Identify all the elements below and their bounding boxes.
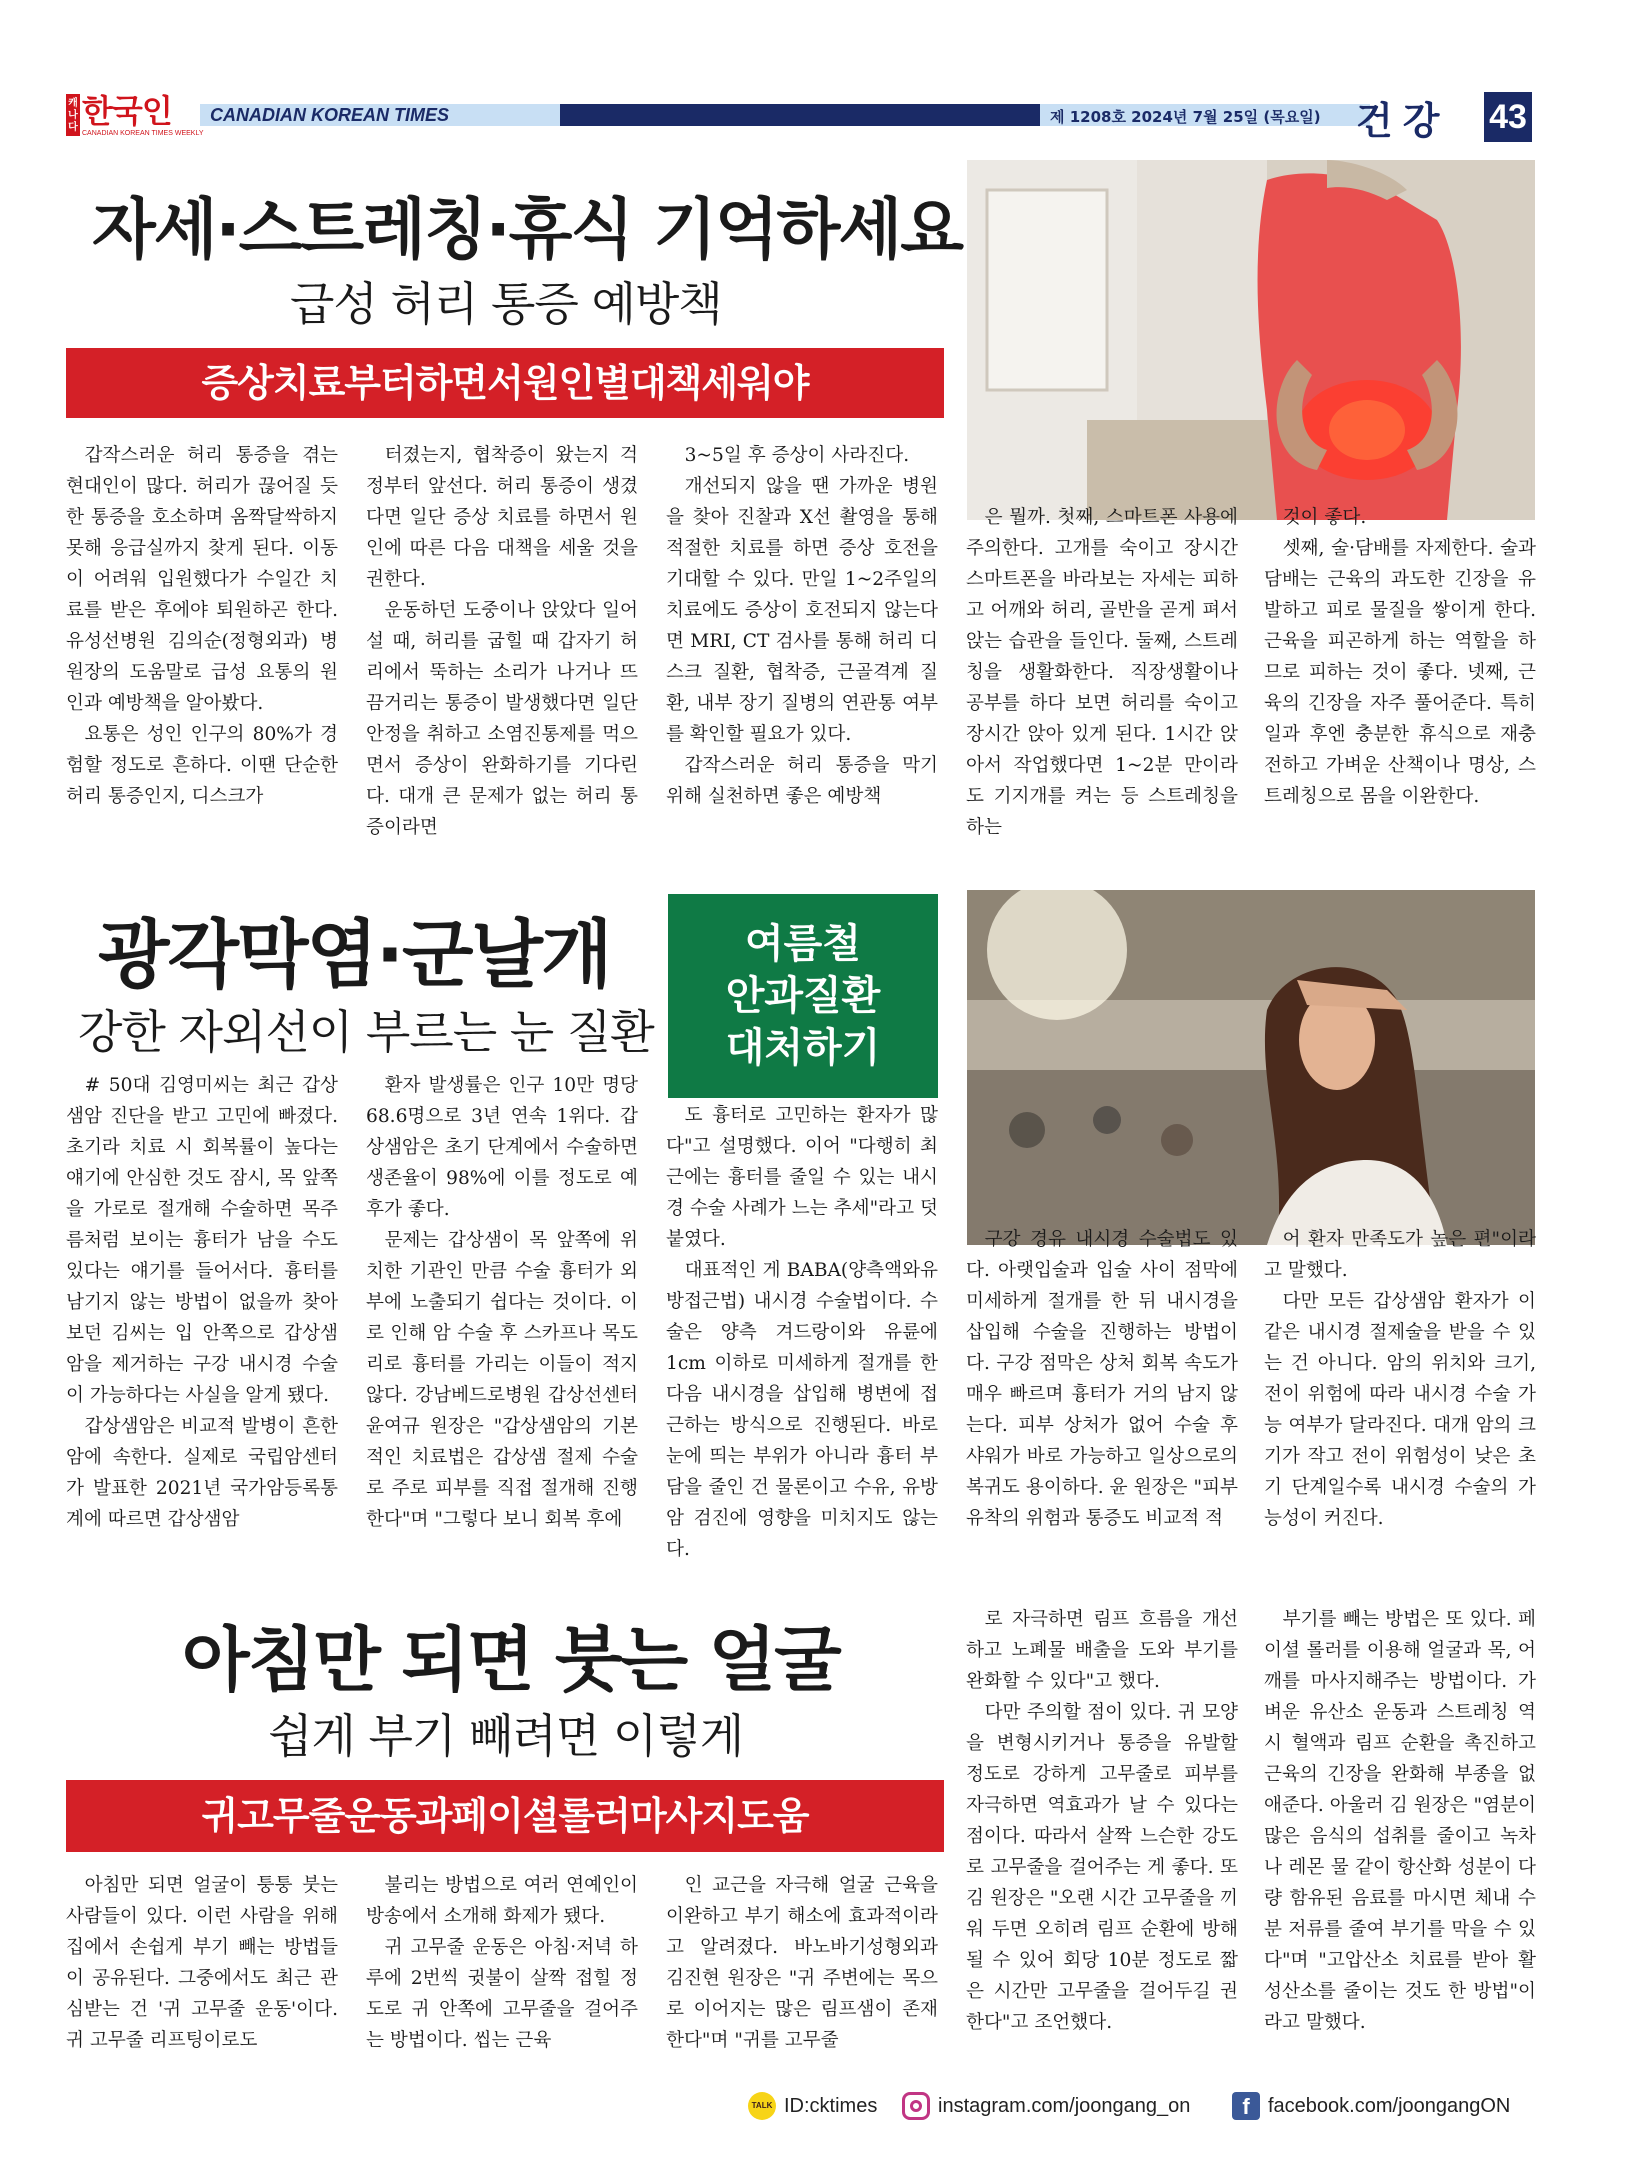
back-pain-photo (967, 160, 1535, 520)
instagram-link[interactable] (902, 2092, 1190, 2120)
article3-column-5: 부기를 빼는 방법은 또 있다. 페이셜 롤러를 이용해 얼굴과 목, 어깨를 마사지해주는 방법이다. 가벼운 유산소 운동과 스트레칭 역시 혈액과 림프 순환을 촉진하고 근육의 긴장을 완화해 부종을 없애준다. 아울러 김 원장은 "염분이 많은 음식의 섭취를 줄이고 녹차나 레몬 물 같이 항산화 성분이 다량 함유된 음료를 마시면 체내 수분 저류를 줄여 부기를 막을 수 있다"며 "고압산소 치료를 받아 활성산소를 줄이는 것도 한 방법"이라고 말했다. (1264, 1609, 1536, 2033)
kakao-id: ID:cktimes (784, 2094, 878, 2117)
social-footer (744, 2088, 1544, 2122)
article3-banner: 귀고무줄운동과페이셜롤러마사지도움 (66, 1780, 944, 1852)
kakaotalk-icon: TALK (748, 2092, 776, 2120)
feature-box-line-2: 안과질환 (725, 973, 881, 1019)
article3-column-2: 불리는 방법으로 여러 연예인이 방송에서 소개해 화제가 됐다. 귀 고무줄 운동은 아침·저녁 하루에 2번씩 귓불이 살짝 접힐 정도로 귀 안쪽에 고무줄을 걸어주는 방법이다. 씹는 근육 (366, 1875, 638, 2051)
article1-column-2: 터졌는지, 협착증이 왔는지 걱정부터 앞선다. 허리 통증이 생겼다면 일단 증상 치료를 하면서 원인에 따른 다음 대책을 세울 것을 권한다. 운동하던 도중이나 앉았다 일어설 때, 허리를 굽힐 때 갑자기 허리에서 뚝하는 소리가 나거나 뜨끔거리는 통증이 발생했다면 일단 안정을 취하고 소염진통제를 먹으면서 증상이 완화하기를 기다린다. 대개 큰 문제가 없는 허리 통증이라면 (366, 445, 638, 838)
page-number: 43 (1484, 92, 1532, 142)
article3-column-1: 아침만 되면 얼굴이 퉁퉁 붓는 사람들이 있다. 이런 사람을 위해 집에서 손쉽게 부기 빼는 방법들이 공유된다. 그중에서도 최근 관심받는 건 '귀 고무줄 운동'이다. 귀 고무줄 리프팅이로도 (66, 1875, 338, 2051)
feature-box-line-1: 여름철 (745, 921, 861, 967)
article1-column-5: 것이 좋다. 셋째, 술·담배를 자제한다. 술과 담배는 근육의 과도한 긴장을 유발하고 피로 물질을 쌓이게 한다. 근육을 피곤하게 하는 역할을 하므로 피하는 것이 좋다. 넷째, 근육의 긴장을 자주 풀어준다. 특히 일과 후엔 충분한 휴식으로 재충전하고 가벼운 산책이나 명상, 스트레칭으로 몸을 이완한다. (1264, 507, 1536, 807)
article1-banner: 증상치료부터하면서원인별대책세워야 (66, 348, 944, 418)
facebook-link[interactable] (1232, 2092, 1510, 2120)
article2-column-3: 도 흉터로 고민하는 환자가 많다"고 설명했다. 이어 "다행히 최근에는 흉터를 줄일 수 있는 내시경 수술 사례가 느는 추세"라고 덧붙였다. 대표적인 게 BABA(양측액와유방접근법) 내시경 수술법이다. 수술은 양측 겨드랑이와 유륜에 1cm 이하로 미세하게 절개를 한 다음 내시경을 삽입해 병변에 접근하는 방식으로 진행된다. 바로 눈에 띄는 부위가 아니라 흉터 부담을 줄인 건 물론이고 수유, 유방암 검진에 영향을 미치지도 않는다. (666, 1105, 938, 1560)
article2-title: 광각막염·군날개 (98, 912, 611, 998)
article1-column-4: 은 뭘까. 첫째, 스마트폰 사용에 주의한다. 고개를 숙이고 장시간 스마트폰을 바라보는 자세는 피하고 어깨와 허리, 골반을 곧게 펴서 앉는 습관을 들인다. 둘째, 스트레칭을 생활화한다. 직장생활이나 공부를 하다 보면 허리를 숙이고 장시간 앉아 있게 된다. 1시간 앉아서 작업했다면 1~2분 만이라도 기지개를 켜는 등 스트레칭을 하는 (966, 507, 1238, 838)
article3-subtitle: 쉽게 부기 빼려면 이렇게 (268, 1709, 744, 1763)
back-pain-illustration (967, 160, 1535, 520)
article3-title: 아침만 되면 붓는 얼굴 (182, 1619, 840, 1701)
logo-side-label: 캐나다 (66, 94, 80, 136)
article2-column-2: 환자 발생률은 인구 10만 명당 68.6명으로 3년 연속 1위다. 갑상샘암은 초기 단계에서 수술하면 생존율이 98%에 이를 정도로 예후가 좋다. 문제는 갑상샘이 목 앞쪽에 위치한 기관인 만큼 수술 흉터가 외부에 노출되기 쉽다는 것이다. 이로 인해 암 수술 후 스카프나 목도리로 흉터를 가리는 이들이 적지 않다. 강남베드로병원 갑상선센터 윤여규 원장은 "갑상샘암의 기본적인 치료법은 갑상샘 절제 수술로 주로 피부를 직접 절개해 진행한다"며 "그렇다 보니 회복 후에 (366, 1075, 638, 1530)
publication-name: CANADIAN KOREAN TIMES (210, 105, 450, 125)
section-title: 건강 (1356, 99, 1450, 143)
issue-date: 제 1208호 2024년 7월 25일 (목요일) (1040, 104, 1370, 126)
article3-column-4: 로 자극하면 림프 흐름을 개선하고 노폐물 배출을 도와 부기를 완화할 수 있다"고 했다. 다만 주의할 점이 있다. 귀 모양을 변형시키거나 통증을 유발할 정도로 강하게 고무줄로 피부를 자극하면 역효과가 날 수 있다는 점이다. 따라서 살짝 느슨한 강도로 고무줄을 걸어주는 게 좋다. 또 김 원장은 "오랜 시간 고무줄을 끼워 두면 오히려 림프 순환에 방해될 수 있어 회당 10분 정도로 짧은 시간만 고무줄을 걸어두길 권한다"고 조언했다. (966, 1609, 1238, 2033)
article2-column-1: # 50대 김영미씨는 최근 갑상샘암 진단을 받고 고민에 빠졌다. 초기라 치료 시 회복률이 높다는 얘기에 안심한 것도 잠시, 목 앞쪽을 가로로 절개해 수술하면 목주름처럼 보이는 흉터가 남을 수도 있다는 얘기를 들어서다. 흉터를 남기지 않는 방법이 없을까 찾아보던 김씨는 입 안쪽으로 갑상샘암을 제거하는 구강 내시경 수술이 가능하다는 사실을 알게 됐다. 갑상샘암은 비교적 발병이 흔한 암에 속한다. 실제로 국립암센터가 발표한 2021년 국가암등록통계에 따르면 갑상샘암 (66, 1075, 338, 1530)
article3-column-3: 인 교근을 자극해 얼굴 근육을 이완하고 부기 해소에 효과적이라고 알려졌다. 바노바기성형외과 김진현 원장은 "귀 주변에는 목으로 이어지는 많은 림프샘이 존재한다"며 "귀를 고무줄 (666, 1875, 938, 2051)
instagram-url: instagram.com/joongang_on (938, 2094, 1191, 2117)
article2-column-4: 구강 경유 내시경 수술법도 있다. 아랫입술과 입술 사이 점막에 미세하게 절개를 한 뒤 내시경을 삽입해 수술을 진행하는 방법이다. 구강 점막은 상처 회복 속도가 매우 빠르며 흉터가 거의 남지 않는다. 피부 상처가 없어 수술 후 샤워가 바로 가능하고 일상으로의 복귀도 용이하다. 윤 원장은 "피부 유착의 위험과 통증도 비교적 적 (966, 1229, 1238, 1529)
instagram-icon (902, 2092, 930, 2120)
masthead (66, 92, 1526, 142)
sun-woman-photo (967, 890, 1535, 1245)
facebook-url: facebook.com/joongangON (1268, 2094, 1511, 2117)
sun-woman-illustration (967, 890, 1535, 1245)
kakao-link[interactable] (748, 2092, 877, 2120)
logo-sub-label: CANADIAN KOREAN TIMES WEEKLY (82, 130, 204, 137)
header-bar (200, 104, 1370, 126)
article1-column-1: 갑작스러운 허리 통증을 겪는 현대인이 많다. 허리가 끊어질 듯한 통증을 호소하며 옴짝달싹하지 못해 응급실까지 찾게 된다. 이동이 어려워 입원했다가 수일간 치료를 받은 후에야 퇴원하곤 한다. 유성선병원 김의순(정형외과) 병원장의 도움말로 급성 요통의 원인과 예방책을 알아봤다. 요통은 성인 인구의 80%가 경험할 정도로 흔하다. 이땐 단순한 허리 통증인지, 디스크가 (66, 445, 338, 807)
logo-main-label: 한국인 (82, 92, 172, 130)
article1-subtitle: 급성 허리 통증 예방책 (290, 277, 722, 331)
article2-subtitle: 강한 자외선이 부르는 눈 질환 (78, 1005, 654, 1059)
article2-feature-box (668, 894, 938, 1098)
newspaper-logo (66, 92, 204, 142)
feature-box-line-3: 대처하기 (725, 1025, 881, 1071)
facebook-icon: f (1232, 2092, 1260, 2120)
article2-column-5: 어 환자 만족도가 높은 편"이라고 말했다. 다만 모든 갑상샘암 환자가 이 같은 내시경 절제술을 받을 수 있는 건 아니다. 암의 위치와 크기, 전이 위험에 따라 내시경 수술 가능 여부가 달라진다. 대개 암의 크기가 작고 전이 위험성이 낮은 초기 단계일수록 내시경 수술의 가능성이 커진다. (1264, 1229, 1536, 1529)
article1-title: 자세·스트레칭·휴식 기억하세요 (92, 191, 962, 268)
article1-column-3: 3~5일 후 증상이 사라진다. 개선되지 않을 땐 가까운 병원을 찾아 진찰과 X선 촬영을 통해 적절한 치료를 하면 증상 호전을 기대할 수 있다. 만일 1~2주일의 치료에도 증상이 호전되지 않는다면 MRI, CT 검사를 통해 허리 디스크 질환, 협착증, 근골격계 질환, 내부 장기 질병의 연관통 여부를 확인할 필요가 있다. 갑작스러운 허리 통증을 막기 위해 실천하면 좋은 예방책 (666, 445, 938, 807)
